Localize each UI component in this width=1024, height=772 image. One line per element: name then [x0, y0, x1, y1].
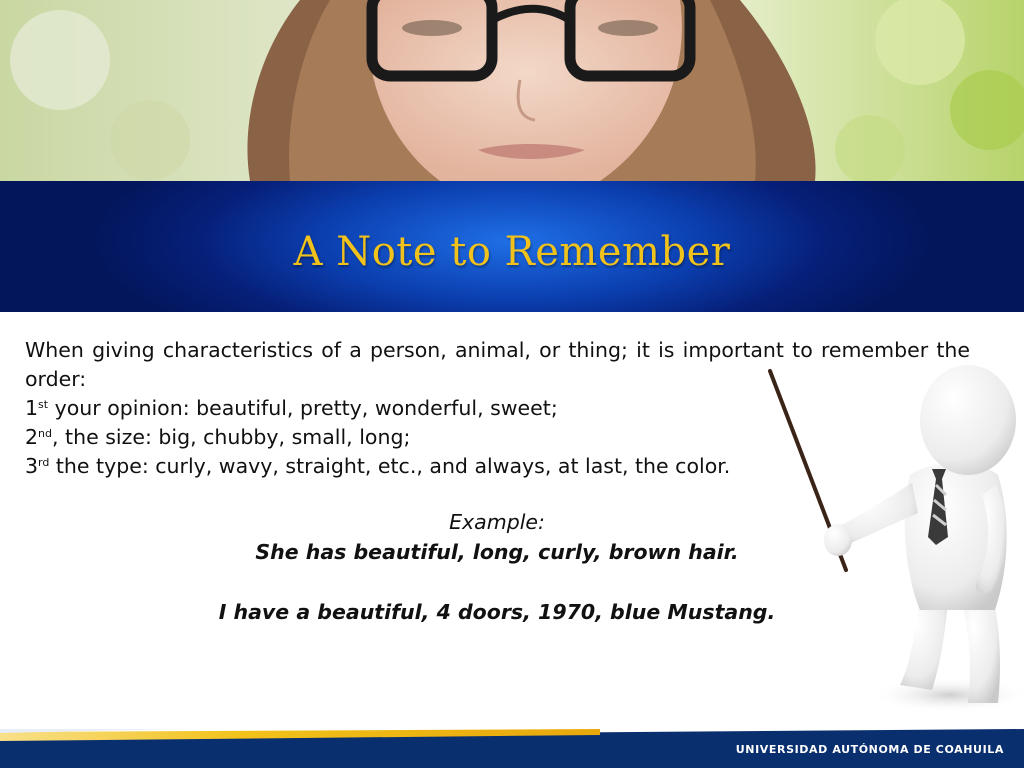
rule-item: 2nd, the size: big, chubby, small, long;	[25, 425, 411, 449]
rule-item: 1st your opinion: beautiful, pretty, wonderful, sweet;	[25, 396, 558, 420]
presenter-figure-image	[760, 365, 1024, 735]
intro-text: When giving characteristics of a person, animal, or thing; it is important to remember the order:	[25, 338, 970, 391]
example-sentence: She has beautiful, long, curly, brown hair.	[255, 540, 739, 564]
rule-item: 3rd the type: curly, wavy, straight, etc., and always, at last, the color.	[25, 454, 731, 478]
slide-title: A Note to Remember	[293, 228, 731, 275]
header-photo	[0, 0, 1024, 181]
example-sentence: I have a beautiful, 4 doors, 1970, blue Mustang.	[218, 600, 776, 624]
example-label: Example:	[449, 510, 545, 534]
institution-name: UNIVERSIDAD AUTÓNOMA DE COAHUILA	[735, 743, 1004, 756]
title-banner	[0, 181, 1024, 312]
